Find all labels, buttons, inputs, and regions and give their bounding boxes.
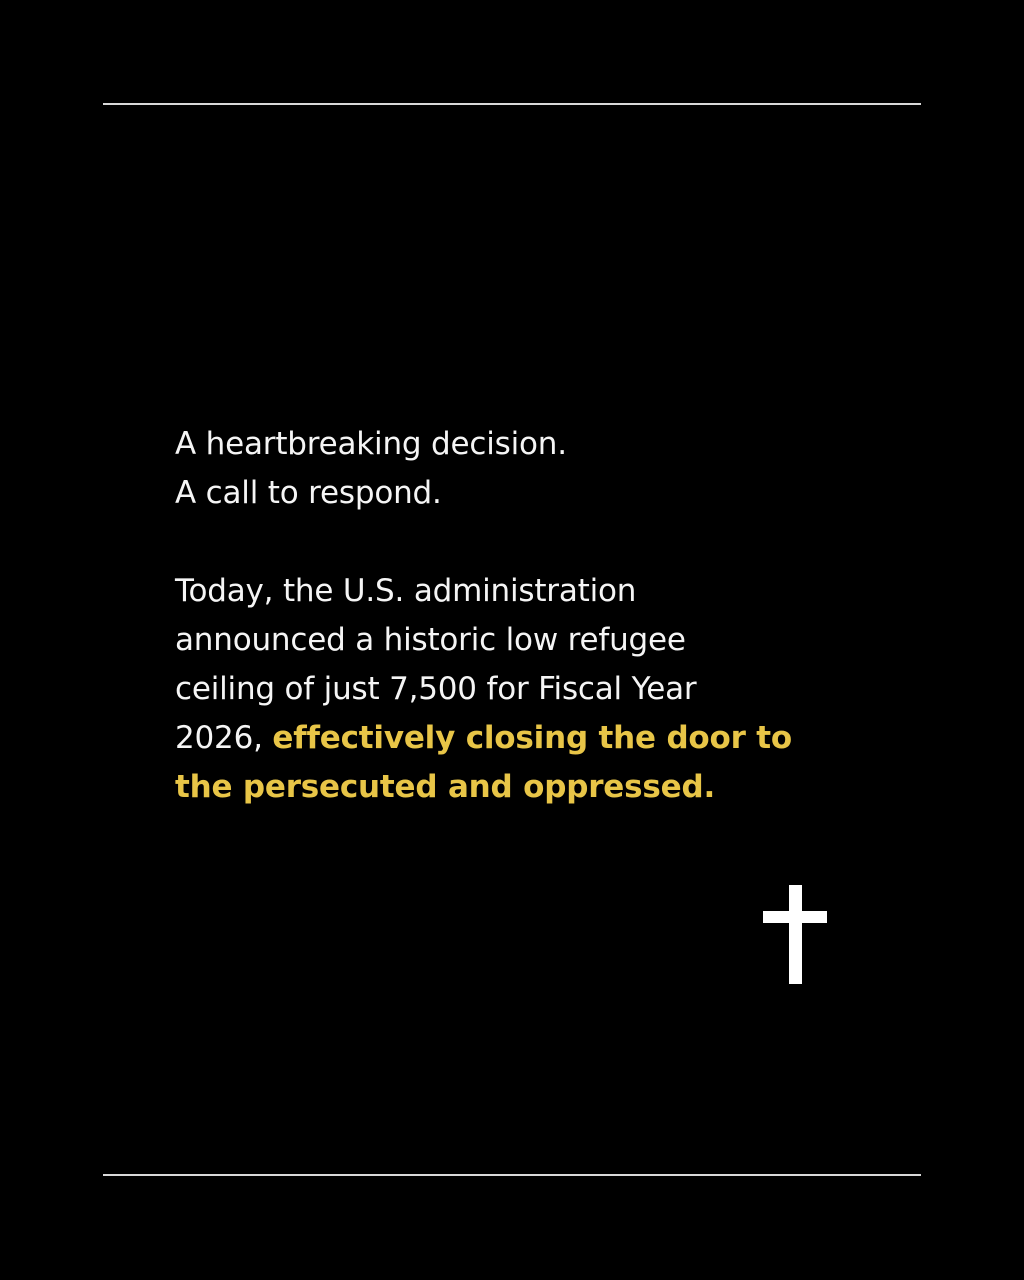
highlight-line-1: effectively closing the door to — [272, 720, 793, 756]
body-line-1: Today, the U.S. administration — [175, 573, 637, 609]
bottom-divider — [103, 1174, 921, 1176]
cross-icon — [763, 885, 827, 984]
paragraph-spacer — [175, 518, 875, 567]
body-line-5 — [175, 763, 875, 812]
cross-horizontal-bar — [763, 911, 827, 923]
message-text — [175, 420, 875, 812]
highlight-line-2: the persecuted and oppressed. — [175, 769, 716, 805]
body-line-4-plain: 2026, — [175, 720, 273, 756]
body-line-3: ceiling of just 7,500 for Fiscal Year — [175, 671, 697, 707]
body-line-4 — [175, 714, 875, 763]
cross-vertical-bar — [789, 885, 802, 984]
body-line-2: announced a historic low refugee — [175, 622, 686, 658]
top-divider — [103, 103, 921, 105]
headline-line-1: A heartbreaking decision. — [175, 426, 567, 462]
headline-line-2: A call to respond. — [175, 475, 442, 511]
